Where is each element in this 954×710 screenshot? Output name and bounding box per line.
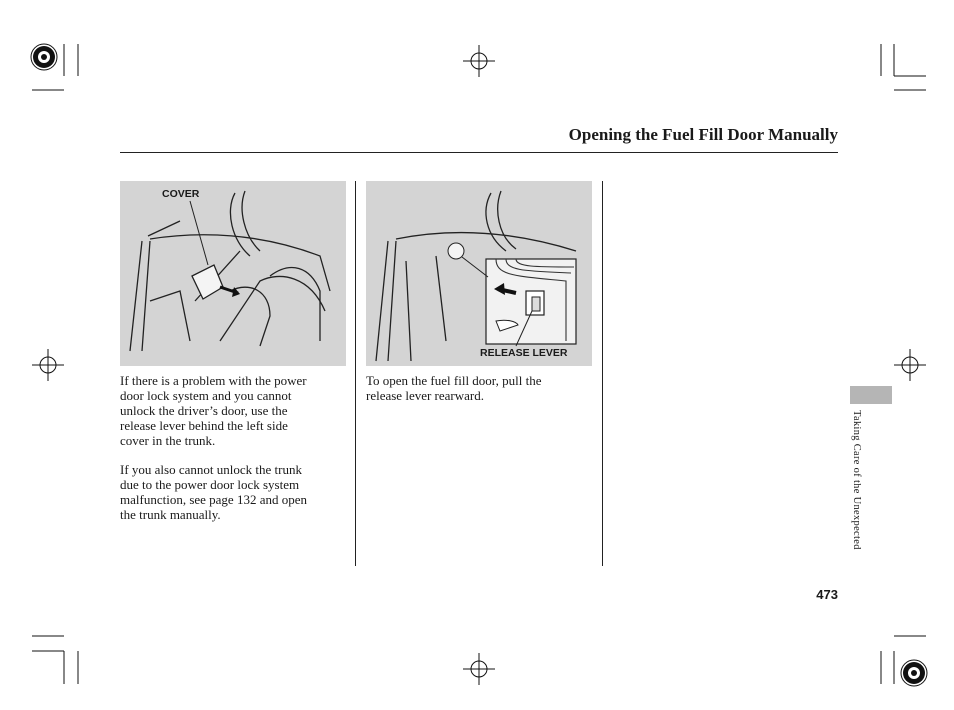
section-title-text: Taking Care of the Unexpected [851, 410, 862, 550]
right-paragraph-1: To open the fuel fill door, pull the release lever rearward. [366, 373, 542, 403]
cover-illustration [120, 181, 346, 366]
column-divider-right [602, 181, 603, 566]
release-lever-callout: RELEASE LEVER [480, 347, 568, 359]
section-title [848, 410, 868, 580]
section-tab [850, 386, 892, 404]
column-divider-left [355, 181, 356, 566]
left-paragraph-1: If there is a problem with the power door lock system and you cannot unlock the driver’s door, use the release lever behind the left side cover in the trunk. [120, 373, 307, 448]
release-lever-illustration [366, 181, 592, 366]
page-number: 473 [816, 587, 838, 602]
left-paragraph-2: If you also cannot unlock the trunk due to the power door lock system malfunction, see page 132 and open the trunk manually. [120, 462, 307, 522]
title-rule [120, 152, 838, 153]
page-title: Opening the Fuel Fill Door Manually [568, 125, 838, 144]
cover-callout: COVER [162, 188, 200, 200]
trunk-cover-drawing [120, 181, 346, 366]
release-lever-drawing [366, 181, 592, 366]
